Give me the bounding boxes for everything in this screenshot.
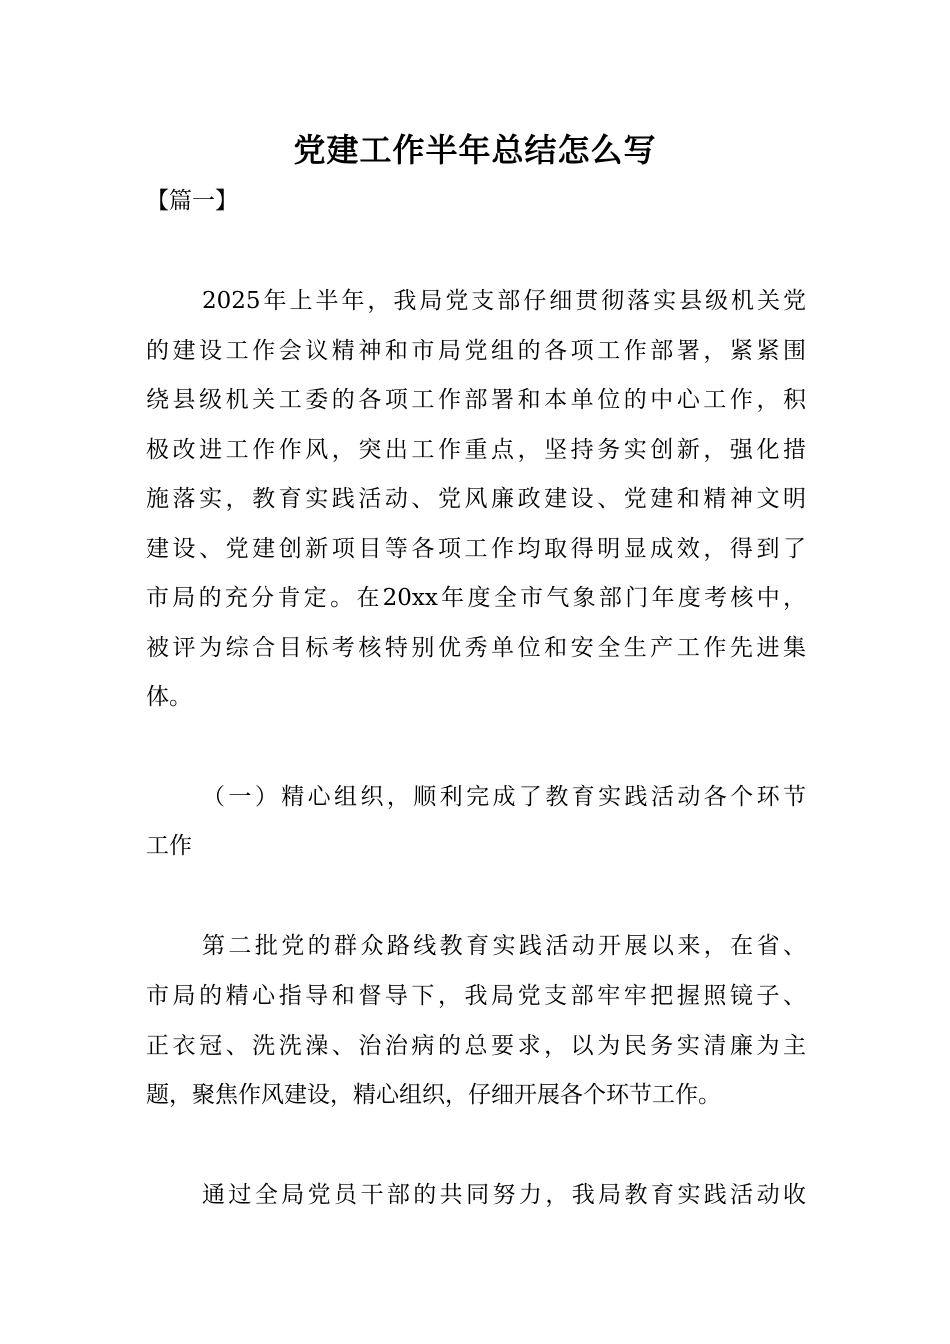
- paragraph-line: 正衣冠、洗洗澡、治治病的总要求，以为民务实清廉为主: [146, 1033, 806, 1059]
- paragraph-line: 被评为综合目标考核特别优秀单位和安全生产工作先进集: [146, 635, 806, 661]
- paragraph-line: 2025年上半年，我局党支部仔细贯彻落实县级机关党: [202, 288, 806, 314]
- paragraph-line: 施落实，教育实践活动、党风廉政建设、党建和精神文明: [146, 486, 806, 512]
- paragraph-line: 极改进工作作风，突出工作重点，坚持务实创新，强化措: [146, 437, 806, 463]
- document-title: 党建工作半年总结怎么写: [293, 131, 657, 169]
- paragraph-line: 体。: [146, 684, 192, 710]
- paragraph-line: 市局的精心指导和督导下，我局党支部牢牢把握照镜子、: [146, 983, 806, 1009]
- paragraph-line: 市局的充分肯定。在20xx年度全市气象部门年度考核中，: [146, 585, 806, 611]
- paragraph-line: 通过全局党员干部的共同努力，我局教育实践活动收: [202, 1182, 806, 1208]
- section-heading-line: 工作: [146, 833, 192, 859]
- section-label: 【篇一】: [146, 188, 238, 214]
- section-heading-line: （一）精心组织，顺利完成了教育实践活动各个环节: [202, 784, 806, 810]
- paragraph-line: 绕县级机关工委的各项工作部署和本单位的中心工作，积: [146, 387, 806, 413]
- paragraph-line: 建设、党建创新项目等各项工作均取得明显成效，得到了: [146, 536, 806, 562]
- paragraph-line: 的建设工作会议精神和市局党组的各项工作部署，紧紧围: [146, 338, 806, 364]
- paragraph-line: 题，聚焦作风建设，精心组织，仔细开展各个环节工作。: [146, 1082, 721, 1108]
- paragraph-line: 第二批党的群众路线教育实践活动开展以来，在省、: [202, 933, 806, 959]
